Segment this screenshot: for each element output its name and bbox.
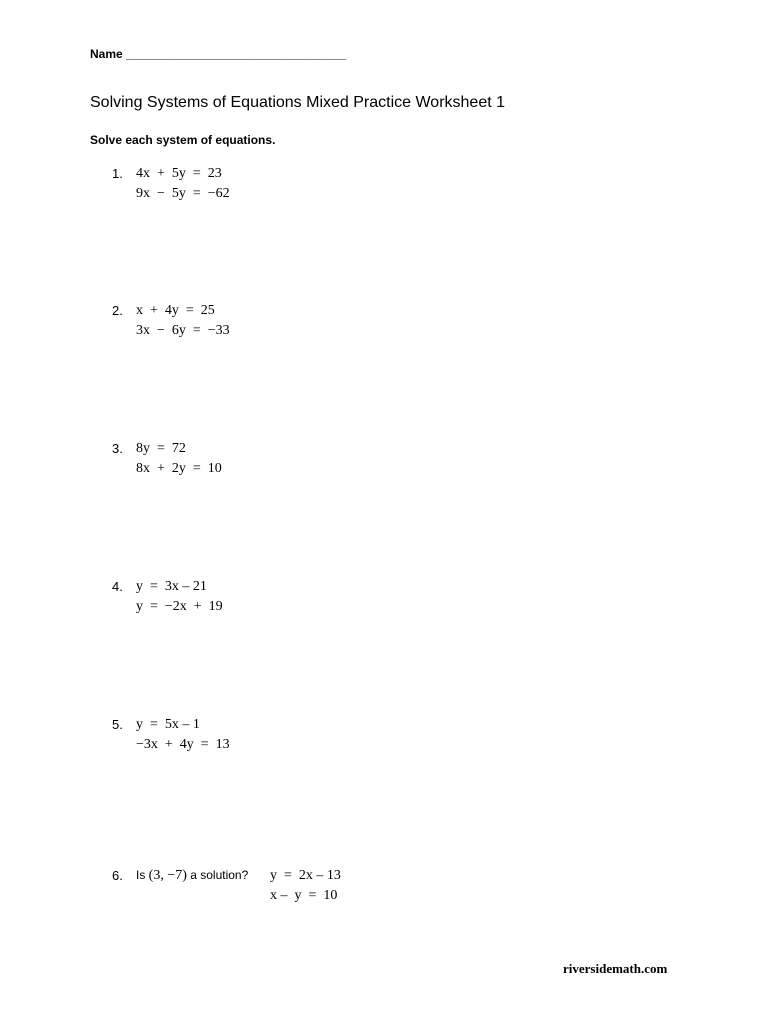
equation-1: y = 2x – 13 xyxy=(270,868,341,883)
problem-number: 5. xyxy=(112,717,123,732)
worksheet-title: Solving Systems of Equations Mixed Practice Worksheet 1 xyxy=(90,94,505,111)
point-value: (3, −7) xyxy=(148,868,187,883)
problem-number: 6. xyxy=(112,868,123,883)
footer-website: riversidemath.com xyxy=(563,961,668,976)
instructions: Solve each system of equations. xyxy=(90,133,276,147)
problem-number: 2. xyxy=(112,303,123,318)
equation-1: 4x + 5y = 23 xyxy=(136,166,222,181)
problem-number: 4. xyxy=(112,579,123,594)
equation-2: −3x + 4y = 13 xyxy=(136,737,230,752)
equation-2: 9x − 5y = −62 xyxy=(136,186,230,201)
equation-2: y = −2x + 19 xyxy=(136,599,223,614)
problem-number: 3. xyxy=(112,441,123,456)
equation-1: 8y = 72 xyxy=(136,441,186,456)
name-field-label: Name _________________________________ xyxy=(90,47,347,61)
problem-number: 1. xyxy=(112,166,123,181)
equation-1: x + 4y = 25 xyxy=(136,303,215,318)
equation-2: 3x − 6y = −33 xyxy=(136,323,230,338)
equation-2: x – y = 10 xyxy=(270,888,338,903)
question-prefix: Is xyxy=(136,868,149,882)
equation-2: 8x + 2y = 10 xyxy=(136,461,222,476)
solution-question xyxy=(136,866,248,885)
equation-1: y = 3x – 21 xyxy=(136,579,207,594)
equation-1: y = 5x – 1 xyxy=(136,717,200,732)
question-suffix: a solution? xyxy=(186,868,249,882)
